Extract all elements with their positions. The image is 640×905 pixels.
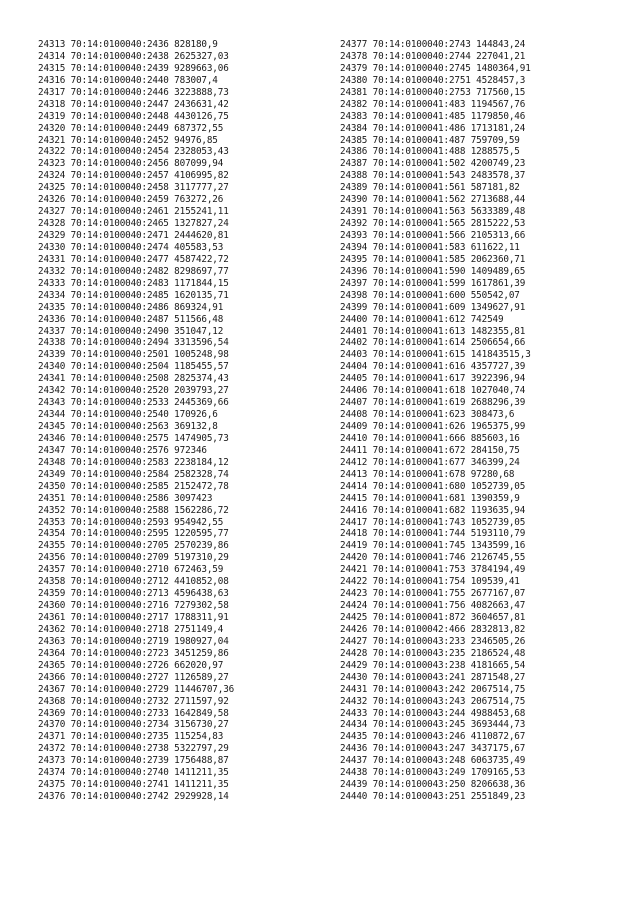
table-row: 24380 70:14:0100040:2751 4528457,3	[340, 74, 526, 86]
table-row: 24353 70:14:0100040:2593 954942,55	[38, 516, 224, 528]
table-row: 24323 70:14:0100040:2456 807099,94	[38, 158, 224, 170]
table-row: 24399 70:14:0100041:609 1349627,91	[340, 301, 526, 313]
table-row: 24355 70:14:0100040:2705 2570239,86	[38, 540, 229, 552]
table-row: 24379 70:14:0100040:2745 1480364,91	[340, 62, 531, 74]
table-row: 24364 70:14:0100040:2723 3451259,86	[38, 647, 229, 659]
table-row: 24362 70:14:0100040:2718 2751149,4	[38, 623, 224, 635]
table-row: 24383 70:14:0100041:485 1179850,46	[340, 110, 526, 122]
table-row: 24431 70:14:0100043:242 2067514,75	[340, 683, 526, 695]
table-row: 24386 70:14:0100041:488 1288575,5	[340, 146, 520, 158]
table-row: 24406 70:14:0100041:618 1027040,74	[340, 385, 526, 397]
table-row: 24322 70:14:0100040:2454 2328053,43	[38, 146, 229, 158]
table-row: 24439 70:14:0100043:250 8206638,36	[340, 779, 526, 791]
table-row: 24391 70:14:0100041:563 5633389,48	[340, 206, 526, 218]
table-row: 24328 70:14:0100040:2465 1327827,24	[38, 218, 229, 230]
table-row: 24421 70:14:0100041:753 3784194,49	[340, 564, 526, 576]
table-row: 24413 70:14:0100041:678 97280,68	[340, 468, 515, 480]
table-row: 24434 70:14:0100043:245 3693444,73	[340, 719, 526, 731]
table-row: 24396 70:14:0100041:590 1409489,65	[340, 265, 526, 277]
table-row: 24345 70:14:0100040:2563 369132,8	[38, 421, 218, 432]
table-row: 24350 70:14:0100040:2585 2152472,78	[38, 480, 229, 492]
table-row: 24427 70:14:0100043:233 2346505,26	[340, 635, 526, 647]
table-row: 24376 70:14:0100040:2742 2929928,14	[38, 791, 229, 803]
table-row: 24438 70:14:0100043:249 1709165,53	[340, 767, 526, 779]
table-row: 24382 70:14:0100041:483 1194567,76	[340, 98, 526, 110]
table-row: 24404 70:14:0100041:616 4357727,39	[340, 361, 526, 373]
table-row: 24430 70:14:0100043:241 2871548,27	[340, 671, 526, 683]
table-row: 24369 70:14:0100040:2733 1642849,58	[38, 707, 229, 719]
table-row: 24359 70:14:0100040:2713 4596438,63	[38, 588, 229, 600]
table-row: 24408 70:14:0100041:623 308473,6	[340, 409, 515, 421]
table-row: 24440 70:14:0100043:251 2551849,23	[340, 791, 526, 803]
table-row: 24428 70:14:0100043:235 2186524,48	[340, 647, 526, 659]
table-row: 24361 70:14:0100040:2717 1788311,91	[38, 612, 229, 623]
table-row: 24375 70:14:0100040:2741 1411211,35	[38, 779, 229, 791]
table-row: 24385 70:14:0100041:487 759709,59	[340, 134, 520, 146]
table-row: 24401 70:14:0100041:613 1482355,81	[340, 325, 526, 337]
left-column	[38, 39, 234, 803]
table-row: 24388 70:14:0100041:543 2483578,37	[340, 170, 526, 182]
table-row: 24338 70:14:0100040:2494 3313596,54	[38, 337, 229, 349]
table-row: 24344 70:14:0100040:2540 170926,6	[38, 409, 218, 421]
table-row: 24340 70:14:0100040:2504 1185455,57	[38, 361, 229, 373]
table-row: 24412 70:14:0100041:677 346399,24	[340, 456, 520, 468]
table-row: 24352 70:14:0100040:2588 1562286,72	[38, 504, 229, 516]
table-row: 24363 70:14:0100040:2719 1980927,04	[38, 635, 229, 647]
table-row: 24348 70:14:0100040:2583 2238184,12	[38, 456, 229, 468]
table-row: 24384 70:14:0100041:486 1713181,24	[340, 122, 526, 134]
table-row: 24346 70:14:0100040:2575 1474905,73	[38, 432, 229, 444]
table-row: 24372 70:14:0100040:2738 5322797,29	[38, 743, 229, 755]
table-row: 24419 70:14:0100041:745 1343599,16	[340, 540, 526, 552]
table-row: 24370 70:14:0100040:2734 3156730,27	[38, 719, 229, 731]
table-row: 24381 70:14:0100040:2753 717560,15	[340, 86, 526, 98]
table-row: 24432 70:14:0100043:243 2067514,75	[340, 695, 526, 707]
table-row: 24433 70:14:0100043:244 4988453,68	[340, 707, 526, 719]
table-row: 24389 70:14:0100041:561 587181,82	[340, 182, 520, 194]
table-row: 24423 70:14:0100041:755 2677167,07	[340, 588, 526, 600]
table-row: 24336 70:14:0100040:2487 511566,48	[38, 313, 224, 325]
table-row: 24320 70:14:0100040:2449 687372,55	[38, 122, 224, 134]
table-row: 24403 70:14:0100041:615 141843515,3	[340, 349, 531, 361]
table-row: 24414 70:14:0100041:680 1052739,05	[340, 480, 526, 492]
table-row: 24342 70:14:0100040:2520 2039793,27	[38, 385, 229, 397]
table-row: 24418 70:14:0100041:744 5193110,79	[340, 528, 526, 540]
table-row: 24325 70:14:0100040:2458 3117777,27	[38, 182, 229, 194]
table-row: 24417 70:14:0100041:743 1052739,05	[340, 516, 526, 528]
table-row: 24395 70:14:0100041:585 2062360,71	[340, 253, 526, 265]
table-row: 24330 70:14:0100040:2474 405583,53	[38, 241, 224, 253]
table-row: 24373 70:14:0100040:2739 1756488,87	[38, 755, 229, 767]
table-row: 24410 70:14:0100041:666 885603,16	[340, 432, 520, 444]
table-row: 24331 70:14:0100040:2477 4587422,72	[38, 253, 229, 265]
table-row: 24318 70:14:0100040:2447 2436631,42	[38, 98, 229, 110]
table-row: 24356 70:14:0100040:2709 5197310,29	[38, 552, 229, 564]
table-row: 24368 70:14:0100040:2732 2711597,92	[38, 695, 229, 707]
table-row: 24360 70:14:0100040:2716 7279302,58	[38, 600, 229, 612]
table-row: 24365 70:14:0100040:2726 662020,97	[38, 659, 224, 671]
table-row: 24332 70:14:0100040:2482 8298697,77	[38, 265, 229, 277]
table-row: 24407 70:14:0100041:619 2688296,39	[340, 397, 526, 409]
table-row: 24402 70:14:0100041:614 2506654,66	[340, 337, 526, 349]
table-row: 24390 70:14:0100041:562 2713688,44	[340, 194, 526, 206]
table-row: 24319 70:14:0100040:2448 4430126,75	[38, 110, 229, 122]
table-row: 24426 70:14:0100042:466 2832813,82	[340, 623, 526, 635]
table-row: 24314 70:14:0100040:2438 2625327,03	[38, 50, 229, 62]
table-row: 24392 70:14:0100041:565 2815222,53	[340, 218, 526, 230]
right-column	[340, 39, 531, 803]
table-row: 24425 70:14:0100041:872 3604657,81	[340, 612, 526, 623]
table-row: 24327 70:14:0100040:2461 2155241,11	[38, 206, 229, 218]
table-row: 24424 70:14:0100041:756 4082663,47	[340, 600, 526, 612]
table-row: 24337 70:14:0100040:2490 351047,12	[38, 325, 224, 337]
table-row: 24351 70:14:0100040:2586 3097423	[38, 492, 213, 504]
table-row: 24329 70:14:0100040:2471 2444620,81	[38, 230, 229, 241]
table-row: 24324 70:14:0100040:2457 4106995,82	[38, 170, 229, 182]
table-row: 24437 70:14:0100043:248 6063735,49	[340, 755, 526, 767]
table-row: 24435 70:14:0100043:246 4110872,67	[340, 731, 526, 743]
table-row: 24358 70:14:0100040:2712 4410852,08	[38, 576, 229, 588]
table-row: 24341 70:14:0100040:2508 2825374,43	[38, 373, 229, 385]
table-row: 24377 70:14:0100040:2743 144843,24	[340, 39, 526, 50]
table-row: 24409 70:14:0100041:626 1965375,99	[340, 421, 526, 432]
table-row: 24333 70:14:0100040:2483 1171844,15	[38, 277, 229, 289]
table-row: 24393 70:14:0100041:566 2105313,66	[340, 230, 526, 241]
table-row: 24422 70:14:0100041:754 109539,41	[340, 576, 520, 588]
table-row: 24405 70:14:0100041:617 3922396,94	[340, 373, 526, 385]
table-row: 24411 70:14:0100041:672 284150,75	[340, 444, 520, 456]
table-row: 24317 70:14:0100040:2446 3223888,73	[38, 86, 229, 98]
table-row: 24343 70:14:0100040:2533 2445369,66	[38, 397, 229, 409]
table-row: 24349 70:14:0100040:2584 2582328,74	[38, 468, 229, 480]
table-row: 24366 70:14:0100040:2727 1126589,27	[38, 671, 229, 683]
table-row: 24398 70:14:0100041:600 550542,07	[340, 289, 520, 301]
table-row: 24334 70:14:0100040:2485 1620135,71	[38, 289, 229, 301]
table-row: 24378 70:14:0100040:2744 227041,21	[340, 50, 526, 62]
table-row: 24374 70:14:0100040:2740 1411211,35	[38, 767, 229, 779]
table-row: 24371 70:14:0100040:2735 115254,83	[38, 731, 224, 743]
table-row: 24335 70:14:0100040:2486 869324,91	[38, 301, 224, 313]
table-row: 24387 70:14:0100041:502 4200749,23	[340, 158, 526, 170]
table-row: 24326 70:14:0100040:2459 763272,26	[38, 194, 224, 206]
table-row: 24400 70:14:0100041:612 742549	[340, 313, 504, 325]
table-row: 24436 70:14:0100043:247 3437175,67	[340, 743, 526, 755]
table-row: 24354 70:14:0100040:2595 1220595,77	[38, 528, 229, 540]
table-row: 24420 70:14:0100041:746 2126745,55	[340, 552, 526, 564]
table-row: 24357 70:14:0100040:2710 672463,59	[38, 564, 224, 576]
table-row: 24429 70:14:0100043:238 4181665,54	[340, 659, 526, 671]
table-row: 24321 70:14:0100040:2452 94976,85	[38, 134, 218, 146]
table-row: 24397 70:14:0100041:599 1617861,39	[340, 277, 526, 289]
table-row: 24315 70:14:0100040:2439 9289663,06	[38, 62, 229, 74]
table-row: 24416 70:14:0100041:682 1193635,94	[340, 504, 526, 516]
table-row: 24394 70:14:0100041:583 611622,11	[340, 241, 520, 253]
table-row: 24415 70:14:0100041:681 1390359,9	[340, 492, 520, 504]
table-row: 24367 70:14:0100040:2729 11446707,36	[38, 683, 235, 695]
table-row: 24313 70:14:0100040:2436 828180,9	[38, 39, 218, 50]
table-row: 24347 70:14:0100040:2576 972346	[38, 444, 207, 456]
table-row: 24316 70:14:0100040:2440 783007,4	[38, 74, 218, 86]
table-row: 24339 70:14:0100040:2501 1005248,98	[38, 349, 229, 361]
